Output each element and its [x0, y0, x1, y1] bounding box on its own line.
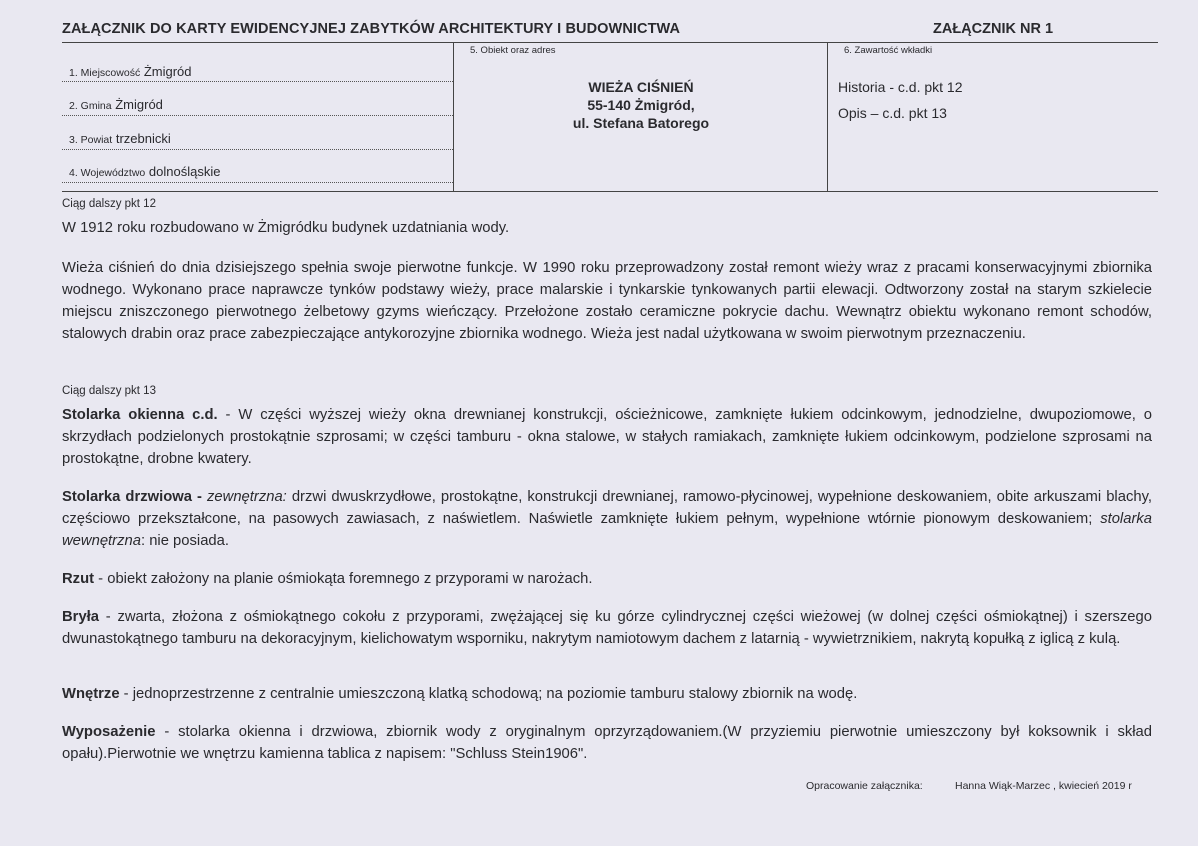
- field-gmina: [69, 97, 163, 112]
- footer-label: Opracowanie załącznika:: [806, 780, 923, 792]
- document-title: ZAŁĄCZNIK DO KARTY EWIDENCYJNEJ ZABYTKÓW ARCHITEKTURY I BUDOWNICTWA: [62, 21, 681, 37]
- section13-label: Ciąg dalszy pkt 13: [62, 385, 156, 397]
- field-value: Żmigród: [115, 97, 163, 112]
- text-stolarka-okienna: - W części wyższej wieży okna drewnianej konstrukcji, ościeżnicowe, zamknięte łukiem odcinkowym, jednodzielne, dwupoziomowe, o skrzydłach podzielonych prostokątnie szprosami; w części tamburu - okna stalowe, w stałych ramiakach, zamknięte łukiem odcinkowym, podzielone szprosami na prostokątne, drobne kwatery.: [62, 407, 1152, 467]
- text-wnetrze: - jednoprzestrzenne z centralnie umieszczoną klatką schodową; na poziomie tamburu stalowy zbiornik na wodę.: [119, 686, 858, 702]
- text-stolarka-drzwiowa-1: drzwi dwuskrzydłowe, prostokątne, konstrukcji drewnianej, ramowo-płycinowej, wypełnione deskowaniem, obite arkuszami blachy, częściowo przekształcone, na pasowych zawiasach, z naświetlem. Naświetle zamknięte łukiem pełnym, wypełnione wtórnie pionowym deskowaniem;: [62, 489, 1152, 527]
- object-name: WIEŻA CIŚNIEŃ: [588, 79, 694, 95]
- field-rule: [62, 182, 453, 183]
- italic-zewnetrzna: zewnętrzna:: [207, 489, 287, 505]
- heading-bryla: Bryła: [62, 609, 100, 625]
- header-top-rule: [62, 42, 1158, 43]
- section12-paragraph-2: Wieża ciśnień do dnia dzisiejszego spełnia swoje pierwotne funkcje. W 1990 roku przeprowadzony został remont wieży wraz z pracami konserwacyjnymi zbiornika wodnego. Wykonano prace naprawcze tynków podstawy wieży, prace malarskie i tynkarskie tynkowanych partii elewacji. Odtworzony został na starym szkielecie miejscu zniszczonego pierwotnego żelbetowy gzyms wieńczący. Przełożone zostało ceramiczne pokrycie dachu. Wewnątrz obiektu wykonano remont schodów, stalowych drabin oraz prace zabezpieczające antykorozyjne zbiornika wodnego. Wieża jest nadal użytkowana w swoim pierwotnym przeznaczeniu.: [62, 260, 1152, 342]
- section12-paragraph-1: W 1912 roku rozbudowano w Żmigródku budynek uzdatniania wody.: [62, 220, 510, 236]
- object-address-line1: 55-140 Żmigród,: [587, 97, 695, 113]
- heading-stolarka-drzwiowa: Stolarka drzwiowa -: [62, 489, 208, 505]
- attachment-number: ZAŁĄCZNIK NR 1: [933, 21, 1054, 37]
- paragraph-wyposazenie: [62, 721, 1152, 765]
- column-divider-left: [453, 42, 454, 191]
- field-label: 2. Gmina: [69, 100, 112, 112]
- field-value: dolnośląskie: [148, 164, 221, 179]
- field-miejscowosc: [69, 64, 192, 79]
- heading-stolarka-okienna: Stolarka okienna c.d.: [62, 407, 218, 423]
- contents-item-historia: Historia - c.d. pkt 12: [838, 79, 963, 95]
- contents-label: 6. Zawartość wkładki: [844, 45, 933, 56]
- column-divider-right: [827, 42, 828, 191]
- field-value: Żmigród: [143, 64, 192, 79]
- text-stolarka-drzwiowa-2: : nie posiada.: [140, 533, 229, 549]
- paragraph-bryla: [62, 606, 1152, 650]
- text-wyposazenie: - stolarka okienna i drzwiowa, zbiornik wody z oryginalnym oprzyrządowaniem.(W przyziemiu pierwotnie umieszczony był koksownik i skład opału).Pierwotnie we wnętrzu kamienna tablica z napisem: "Schluss Stein1906".: [62, 724, 1152, 762]
- field-label: 1. Miejscowość: [69, 67, 141, 79]
- field-rule: [62, 149, 453, 150]
- paragraph-wnetrze: [62, 683, 1152, 705]
- heading-wnetrze: Wnętrze: [62, 686, 120, 702]
- object-label: 5. Obiekt oraz adres: [470, 45, 556, 56]
- heading-wyposazenie: Wyposażenie: [62, 724, 156, 740]
- text-bryla: - zwarta, złożona z ośmiokątnego cokołu z przyporami, zwężającej się ku górze cylindrycznej części wieżowej (w dolnej części ośmiokątnej) i szerszego dwunastokątnego tamburu na dekoracyjnym, kielichowatym wsporniku, nakrytym namiotowym dachem z latarnią - wywietrznikiem, nakrytą kopułką z iglicą z kulą.: [62, 609, 1152, 647]
- paragraph-rzut: [62, 568, 1152, 590]
- heading-rzut: Rzut: [62, 571, 95, 587]
- paragraph-stolarka-okienna: [62, 404, 1152, 470]
- paragraph-stolarka-drzwiowa: [62, 486, 1152, 552]
- section12-label: Ciąg dalszy pkt 12: [62, 198, 156, 210]
- field-label: 3. Powiat: [69, 134, 113, 146]
- field-value: trzebnicki: [115, 131, 171, 146]
- field-wojewodztwo: [69, 164, 220, 179]
- footer-author: Hanna Wiąk-Marzec , kwiecień 2019 r: [955, 780, 1132, 792]
- field-rule: [62, 81, 453, 82]
- field-rule: [62, 115, 453, 116]
- object-address-line2: ul. Stefana Batorego: [572, 115, 710, 131]
- text-rzut: - obiekt założony na planie ośmiokąta foremnego z przyporami w narożach.: [94, 571, 593, 587]
- contents-item-opis: Opis – c.d. pkt 13: [838, 105, 947, 121]
- italic-stolarka-wewnetrzna: stolarka wewnętrzna: [62, 511, 1152, 549]
- header-bottom-rule: [62, 191, 1158, 192]
- field-label: 4. Województwo: [69, 167, 146, 179]
- field-powiat: [69, 131, 171, 146]
